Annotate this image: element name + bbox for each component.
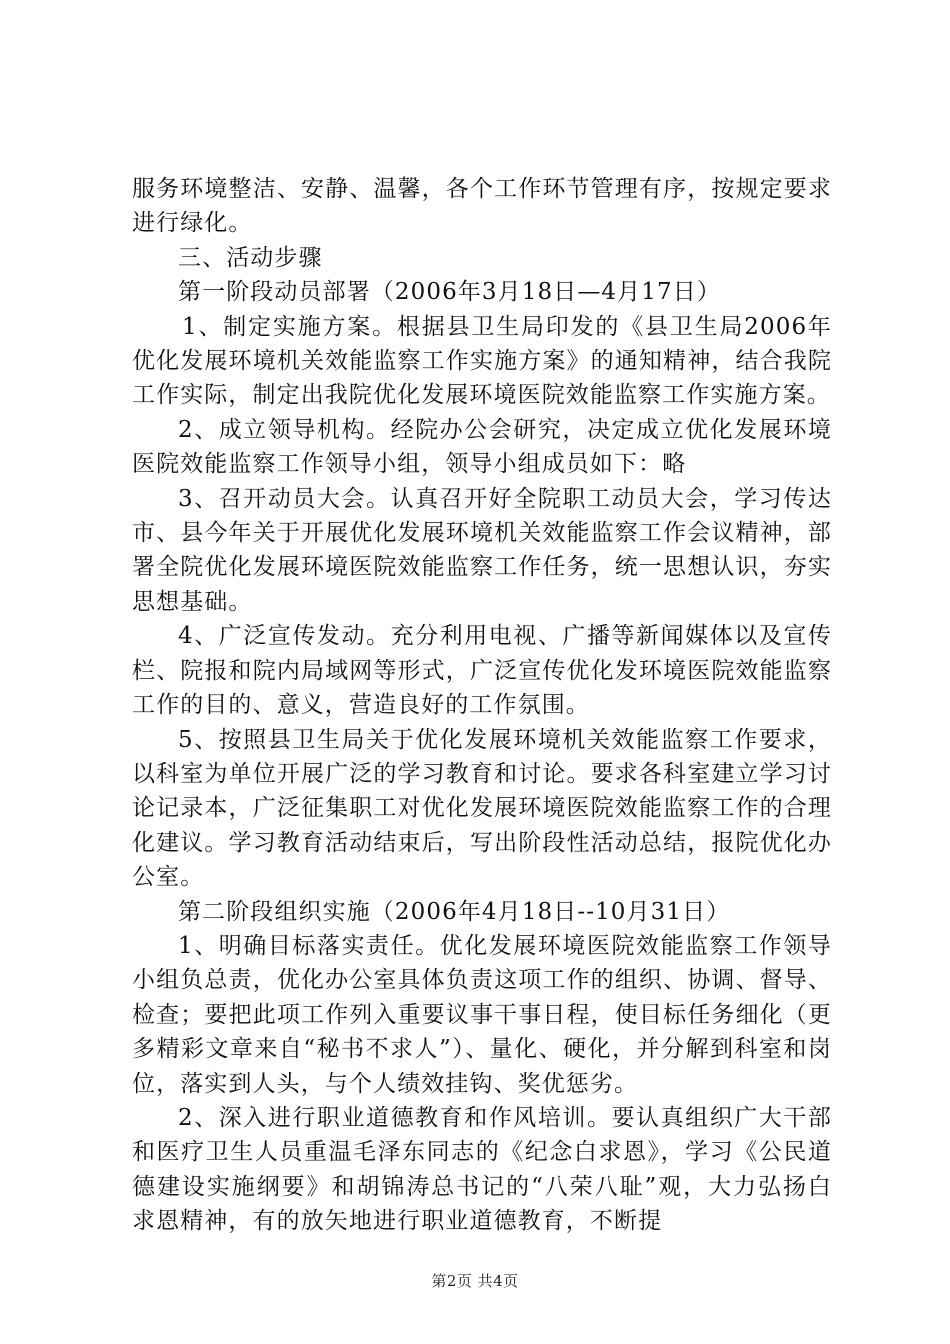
paragraph-item-1-3: 3、召开动员大会。认真召开好全院职工动员大会，学习传达市、县今年关于开展优化发展环境机关效能监察工作会议精神，部署全院优化发展环境医院效能监察工作任务，统一思想认识，夯实思想基础。 (132, 485, 832, 615)
document-body (132, 172, 832, 1239)
page-footer: 第2页 共4页 (431, 1272, 519, 1290)
paragraph-continuation: 服务环境整洁、安静、温馨，各个工作环节管理有序，按规定要求进行绿化。 (132, 176, 832, 237)
paragraph-item-2-1: 1、明确目标落实责任。优化发展环境医院效能监察工作领导小组负总责，优化办公室具体负责这项工作的组织、协调、督导、检查；要把此项工作列入重要议事干事日程，使目标任务细化（更多精彩文章来自“秘书不求人”）、量化、硬化，并分解到科室和岗位，落实到人头，与个人绩效挂钩、奖优惩劣。 (132, 932, 832, 1097)
paragraph-item-1-5: 5、按照县卫生局关于优化发展环境机关效能监察工作要求，以科室为单位开展广泛的学习教育和讨论。要求各科室建立学习讨论记录本，广泛征集职工对优化发展环境医院效能监察工作的合理化建议。学习教育活动结束后，写出阶段性活动总结，报院优化办公室。 (132, 726, 832, 891)
paragraph-item-1-1: 1、制定实施方案。根据县卫生局印发的《县卫生局2006年优化发展环境机关效能监察工作实施方案》的通知精神，结合我院工作实际，制定出我院优化发展环境医院效能监察工作实施方案。 (132, 313, 832, 409)
section-heading-activity-steps: 三、活动步骤 (178, 244, 323, 271)
stage-heading-2: 第二阶段组织实施（2006年4月18日--10月31日） (178, 898, 731, 925)
paragraph-item-1-4: 4、广泛宣传发动。充分利用电视、广播等新闻媒体以及宣传栏、院报和院内局域网等形式，广泛宣传优化发环境医院效能监察工作的目的、意义，营造良好的工作氛围。 (132, 623, 832, 719)
stage-heading-1: 第一阶段动员部署（2006年3月18日—4月17日） (178, 279, 721, 306)
paragraph-item-2-2: 2、深入进行职业道德教育和作风培训。要认真组织广大干部和医疗卫生人员重温毛泽东同志的《纪念白求恩》，学习《公民道德建设实施纲要》和胡锦涛总书记的“八荣八耻”观，大力弘扬白求恩精神，有的放矢地进行职业道德教育，不断提 (132, 1104, 832, 1235)
paragraph-item-1-2: 2、成立领导机构。经院办公会研究，决定成立优化发展环境医院效能监察工作领导小组，领导小组成员如下：略 (132, 416, 832, 478)
